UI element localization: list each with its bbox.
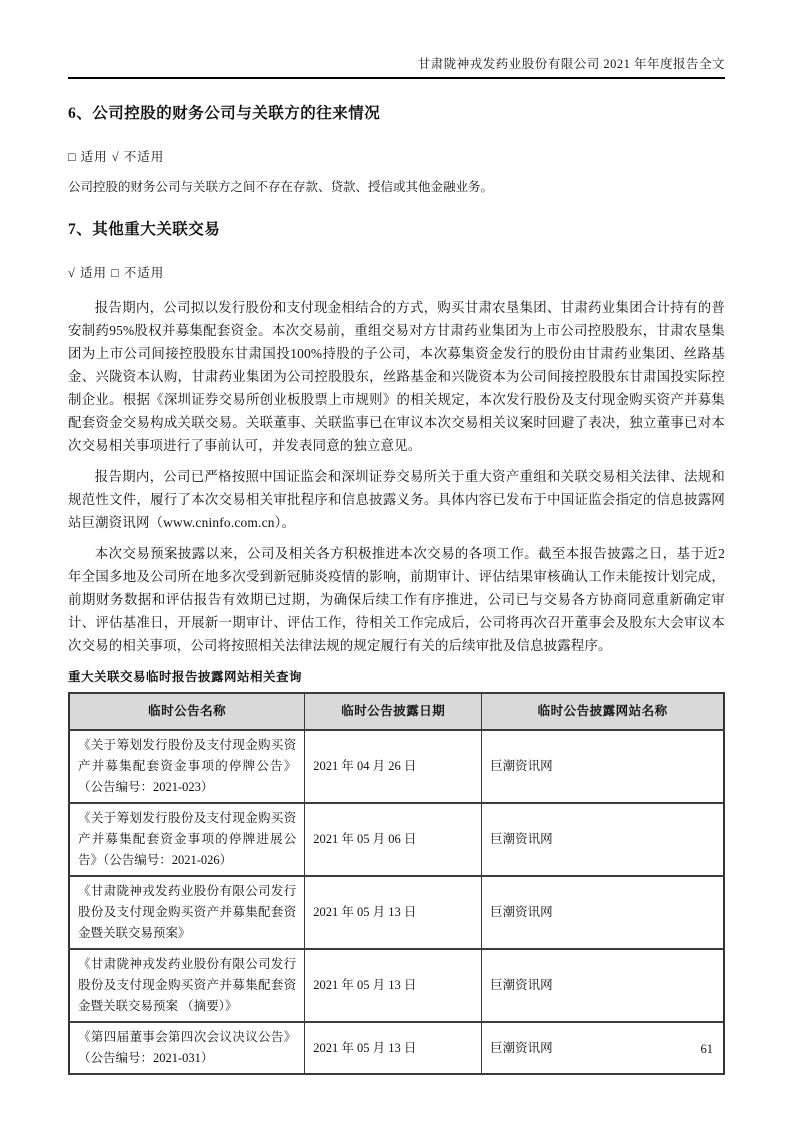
page-number: 61: [700, 1042, 713, 1056]
section6-heading: 6、公司控股的财务公司与关联方的往来情况: [68, 105, 381, 122]
announcement-date-cell: 2021 年 05 月 13 日: [305, 949, 482, 1022]
announcement-table-caption: 重大关联交易临时报告披露网站相关查询: [68, 670, 303, 684]
announcement-row: [69, 730, 724, 803]
column-header-announcement-name: 临时公告名称: [69, 693, 305, 730]
announcement-table-header-row: [69, 693, 724, 730]
announcement-name-cell: 《关于筹划发行股份及支付现金购买资产并募集配套资金事项的停牌进展公告》（公告编号：2021-026）: [69, 803, 305, 876]
announcement-date-cell: 2021 年 05 月 06 日: [305, 803, 482, 876]
announcement-name-cell: 《甘肃陇神戎发药业股份有限公司发行股份及支付现金购买资产并募集配套资金暨关联交易预案 （摘要）》: [69, 949, 305, 1022]
column-header-disclosure-site: 临时公告披露网站名称: [482, 693, 724, 730]
announcement-name-cell: 《第四届董事会第四次会议决议公告》（公告编号：2021-031）: [69, 1022, 305, 1074]
announcement-date-cell: 2021 年 05 月 13 日: [305, 1022, 482, 1074]
announcement-date-cell: 2021 年 05 月 13 日: [305, 876, 482, 949]
section7-paragraph-3: 本次交易预案披露以来，公司及相关各方积极推进本次交易的各项工作。截至本报告披露之日，基于近2年全国多地及公司所在地多次受到新冠肺炎疫情的影响，前期审计、评估结果审核确认工作未能按计划完成，前期财务数据和评估报告有效期已过期，为确保后续工作有序推进，公司已与交易各方协商同意重新确定审计、评估基准日，开展新一期审计、评估工作，待相关工作完成后，公司将再次召开董事会及股东大会审议本次交易的相关事项，公司将按照相关法律法规的规定履行有关的后续审批及信息披露程序。: [68, 546, 725, 653]
header-rule: [68, 77, 725, 79]
announcement-row: [69, 803, 724, 876]
report-title-header: 甘肃陇神戎发药业股份有限公司 2021 年年度报告全文: [417, 57, 725, 71]
announcement-row: [69, 1022, 724, 1074]
announcement-name-cell: 《关于筹划发行股份及支付现金购买资产并募集配套资金事项的停牌公告》（公告编号：2021-023）: [69, 730, 305, 803]
announcement-site-cell: 巨潮资讯网: [482, 803, 724, 876]
announcement-row: [69, 876, 724, 949]
announcement-site-cell: 巨潮资讯网: [482, 876, 724, 949]
announcement-site-cell: 巨潮资讯网: [482, 1022, 724, 1074]
announcement-date-cell: 2021 年 04 月 26 日: [305, 730, 482, 803]
section6-body-text: 公司控股的财务公司与关联方之间不存在存款、贷款、授信或其他金融业务。: [68, 180, 494, 194]
announcement-row: [69, 949, 724, 1022]
announcement-table: [68, 692, 725, 1075]
announcement-site-cell: 巨潮资讯网: [482, 949, 724, 1022]
announcement-name-cell: 《甘肃陇神戎发药业股份有限公司发行股份及支付现金购买资产并募集配套资金暨关联交易预案》: [69, 876, 305, 949]
document-header: [68, 0, 725, 79]
section7-paragraph-1: 报告期内，公司拟以发行股份和支付现金相结合的方式，购买甘肃农垦集团、甘肃药业集团合计持有的普安制药95%股权并募集配套资金。本次交易前，重组交易对方甘肃药业集团为上市公司控股股东，甘肃农垦集团为上市公司间接控股股东甘肃国投100%持股的子公司，本次募集资金发行的股份由甘肃药业集团、丝路基金、兴陇资本认购，甘肃药业集团为公司控股股东，丝路基金和兴陇资本为公司间接控股股东甘肃国投实际控制企业。根据《深圳证券交易所创业板股票上市规则》的相关规定，本次发行股份及支付现金购买资产并募集配套资金交易构成关联交易。关联董事、关联监事已在审议本次交易相关议案时回避了表决，独立董事已对本次交易相关事项进行了事前认可，并发表同意的独立意见。: [68, 300, 725, 453]
section6-applicability-line: □ 适用 √ 不适用: [68, 150, 165, 164]
announcement-table-body: [69, 730, 724, 1074]
section7-paragraph-2: 报告期内，公司已严格按照中国证监会和深圳证券交易所关于重大资产重组和关联交易相关法律、法规和规范性文件，履行了本次交易相关审批程序和信息披露义务。具体内容已发布于中国证监会指定的信息披露网站巨潮资讯网（www.cninfo.com.cn）。: [68, 469, 725, 530]
section7-applicability-line: √ 适用 □ 不适用: [68, 266, 165, 280]
announcement-site-cell: 巨潮资讯网: [482, 730, 724, 803]
column-header-disclosure-date: 临时公告披露日期: [305, 693, 482, 730]
section7-heading: 7、其他重大关联交易: [68, 221, 221, 238]
